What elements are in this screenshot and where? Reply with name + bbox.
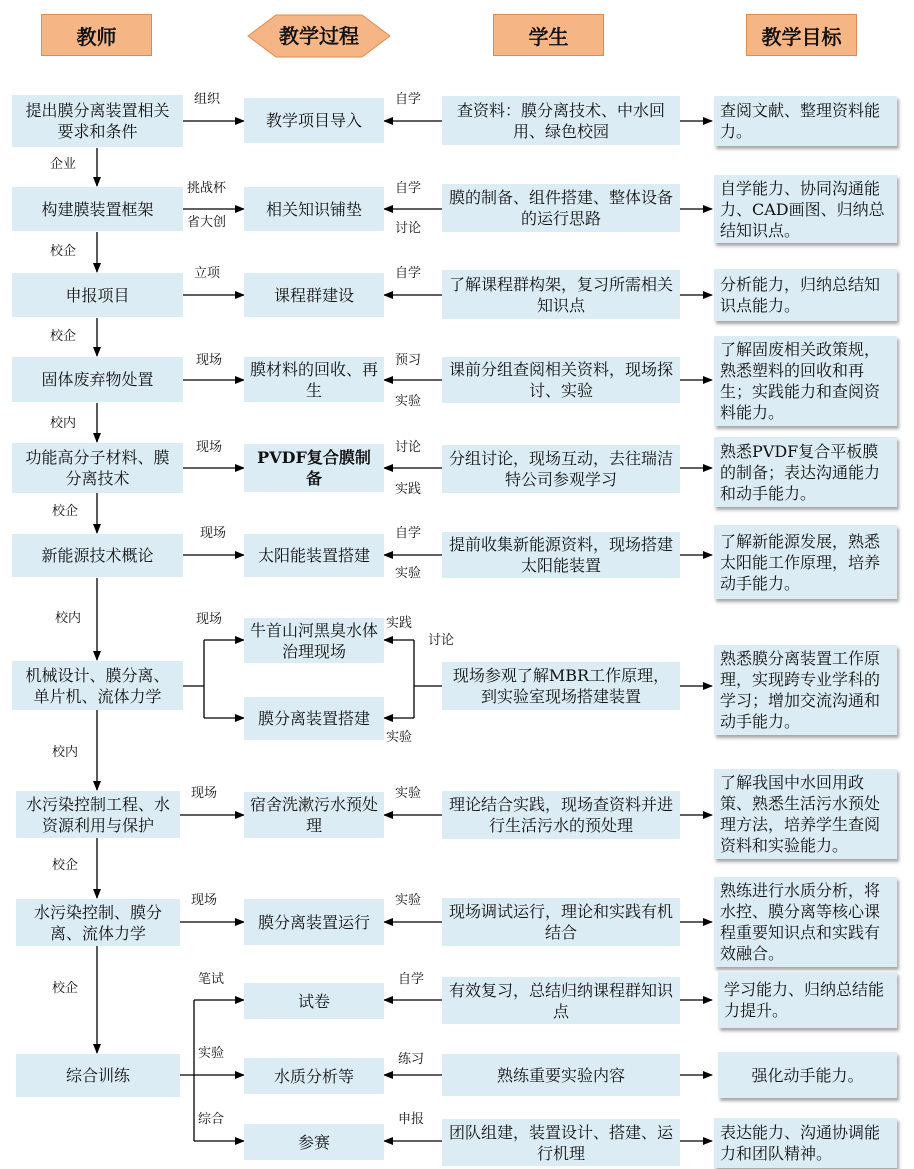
student-box: 团队组建，装置设计、搭建、运行机理 [442,1119,680,1166]
teacher-box: 水污染控制、膜分离、流体力学 [16,899,180,946]
teacher-box: 提出膜分离装置相关要求和条件 [12,95,183,147]
edge-label: 讨论 [428,633,455,648]
edge-label: 讨论 [395,221,422,236]
process-box: 宿舍洗漱污水预处理 [244,792,384,838]
goal-box: 熟悉PVDF复合平板膜的制备；表达沟通能力和动手能力。 [714,437,897,507]
teacher-box: 构建膜装置框架 [12,187,183,231]
goal-box: 学习能力、归纳总结能力提升。 [718,972,897,1028]
edge-label: 自学 [395,266,422,281]
spine-label: 校内 [55,611,82,626]
edge-label: 申报 [398,1112,425,1127]
spine-label: 企业 [50,157,77,172]
edge-label: 综合 [198,1112,225,1127]
spine-label: 校企 [52,858,79,873]
edge-label: 实践 [395,482,422,497]
student-box: 分组讨论，现场互动，去往瑞洁特公司参观学习 [442,445,680,493]
edge-label: 讨论 [395,440,422,455]
goal-box: 自学能力、协同沟通能力、CAD画图、归纳总结知识点。 [714,175,897,243]
teacher-box: 申报项目 [12,273,183,317]
process-box: 太阳能装置搭建 [244,534,384,577]
student-header: 学生 [493,14,604,56]
process-box: 膜分离装置搭建 [244,697,384,740]
process-header: 教学过程 [279,24,359,48]
goal-header: 教学目标 [746,14,857,56]
goal-box: 了解我国中水回用政策、熟悉生活污水预处理方法，培养学生查阅资料和实验能力。 [714,769,897,859]
student-box: 了解课程群构架，复习所需相关知识点 [442,270,680,319]
process-box: 试卷 [244,983,384,1019]
teacher-box: 机械设计、膜分离、单片机、流体力学 [12,661,183,710]
edge-label: 现场 [200,526,227,541]
spine-label: 校内 [52,745,79,760]
teacher-box: 水污染控制工程、水资源利用与保护 [16,791,180,838]
student-box: 查资料：膜分离技术、中水回用、绿色校园 [442,96,680,145]
process-box: PVDF复合膜制备 [244,444,384,492]
edge-label: 自学 [395,92,422,107]
spine-label: 校企 [50,329,77,344]
edge-label: 挑战杯 [187,181,227,196]
goal-box: 查阅文献、整理资料能力。 [714,96,897,146]
goal-box: 了解固废相关政策规，熟悉塑料的回收和再生；实践能力和查阅资料能力。 [714,336,897,426]
student-box: 理论结合实践，现场查资料并进行生活污水的预处理 [442,791,680,839]
goal-box: 了解新能源发展，熟悉太阳能工作原理，培养动手能力。 [714,525,897,599]
student-box: 课前分组查阅相关资料，现场探讨、实验 [442,357,680,403]
edge-label: 组织 [194,92,221,107]
edge-label: 现场 [196,353,223,368]
teacher-box: 功能高分子材料、膜分离技术 [12,443,183,493]
edge-label: 实验 [395,786,422,801]
spine-label: 校内 [50,416,77,431]
process-box: 水质分析等 [244,1058,384,1094]
student-box: 有效复习，总结归纳课程群知识点 [442,977,680,1024]
spine-label: 校企 [52,504,79,519]
goal-box: 熟悉膜分离装置工作原理，实现跨专业学科的学习；增加交流沟通和动手能力。 [714,645,897,735]
edge-label: 实验 [395,394,422,409]
edge-label: 实验 [386,730,413,745]
edge-label: 自学 [395,526,422,541]
edge-label: 自学 [398,972,425,987]
process-box: 膜分离装置运行 [244,899,384,945]
edge-label: 预习 [395,353,422,368]
teacher-box: 固体废弃物处置 [12,357,183,402]
student-box: 膜的制备、组件搭建、整体设备的运行思路 [442,184,680,232]
edge-label: 实验 [395,893,422,908]
process-box: 参赛 [244,1124,384,1160]
process-box: 牛首山河黑臭水体治理现场 [244,618,384,663]
edge-label: 实验 [395,566,422,581]
teacher-box: 新能源技术概论 [12,534,183,577]
edge-label: 自学 [395,181,422,196]
spine-label: 校企 [52,981,79,996]
goal-box: 表达能力、沟通协调能力和团队精神。 [714,1118,897,1168]
student-box: 现场参观了解MBR工作原理，到实验室现场搭建装置 [442,662,680,710]
goal-box: 熟练进行水质分析，将水控、膜分离等核心课程重要知识点和实践有效融合。 [714,877,897,967]
edge-label: 实践 [386,616,413,631]
process-box: 课程群建设 [244,273,384,317]
student-box: 熟练重要实验内容 [442,1054,680,1096]
edge-label: 省大创 [187,215,227,230]
edge-label: 现场 [191,786,218,801]
student-box: 提前收集新能源资料，现场搭建太阳能装置 [442,532,680,578]
goal-box: 强化动手能力。 [718,1052,897,1098]
student-box: 现场调试运行，理论和实践有机结合 [442,898,680,946]
process-box: 相关知识铺垫 [244,187,384,231]
teacher-box: 综合训练 [16,1054,180,1097]
edge-label: 现场 [196,440,223,455]
goal-box: 分析能力，归纳总结知识点能力。 [714,269,897,321]
edge-label: 现场 [191,893,218,908]
edge-label: 实验 [198,1046,225,1061]
edge-label: 立项 [194,266,221,281]
teacher-header: 教师 [41,14,152,56]
edge-label: 笔试 [198,972,225,987]
edge-label: 现场 [196,612,223,627]
process-box: 教学项目导入 [244,98,384,143]
spine-label: 校企 [50,244,77,259]
edge-label: 练习 [398,1052,425,1067]
process-box: 膜材料的回收、再生 [244,357,384,402]
